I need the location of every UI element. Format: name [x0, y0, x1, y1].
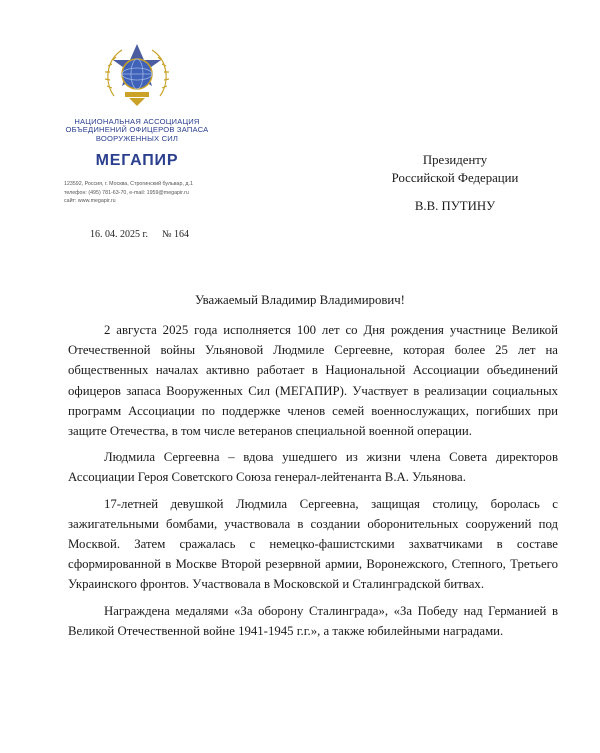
letterhead — [52, 38, 222, 205]
organization-name-line: ОБЪЕДИНЕНИЙ ОФИЦЕРОВ ЗАПАСА — [65, 125, 209, 135]
organization-name — [52, 118, 222, 143]
contact-details — [52, 180, 222, 205]
postal-address: 123592, Россия, г. Москва, Строгинский бульвар, д.1 — [64, 181, 193, 188]
letter-body — [68, 320, 558, 647]
addressee-title-line2: Российской Федерации — [391, 170, 519, 185]
addressee-name: В.В. ПУТИНУ — [414, 199, 496, 214]
salutation: Уважаемый Владимир Владимирович! — [195, 293, 405, 307]
phone-email: телефон: (495) 781-63-70, e-mail: 1959@megapir.ru — [64, 189, 189, 196]
brand-name: МЕГАПИР — [95, 152, 179, 170]
letter-date: 16. 04. 2025 г. — [90, 229, 148, 240]
body-paragraph: Людмила Сергеевна – вдова ушедшего из жизни члена Совета директоров Ассоциации Героя Советского Союза генерал-лейтенанта В.А. Ульянова. — [68, 450, 558, 485]
letter-number: № 164 — [161, 229, 190, 240]
addressee-block — [360, 152, 550, 216]
registration-line — [90, 229, 189, 240]
body-paragraph: 2 августа 2025 года исполняется 100 лет со Дня рождения участнице Великой Отечественной войны Ульяновой Людмиле Сергеевне, которая более 25 лет на общественных началах активно работает в Национальной Ассоциации объединений офицеров запаса Вооруженных Сил (МЕГАПИР). Участвует в реализации социальных программ Ассоциации по поддержке членов семей военнослужащих, погибших при защите Отечества, в том числе ветеранов специальной военной операции. — [68, 323, 558, 439]
body-paragraph: 17-летней девушкой Людмила Сергеевна, защищая столицу, боролась с зажигательными бомбами, участвовала в создании оборонительных сооружений под Москвой. Затем сражалась с немецко-фашистскими захватчиками в составе сформированной в Москве Второй резервной армии, Воронежского, Степного, Третьего Украинского фронтов. Участвовала в Московской и Сталинградской битвах. — [68, 496, 558, 592]
website: сайт: www.megapir.ru — [64, 197, 116, 204]
body-paragraph: Награждена медалями «За оборону Сталинграда», «За Победу над Германией в Великой Отечественной войне 1941-1945 г.г.», а также юбилейными наградами. — [68, 603, 558, 638]
organization-name-line: ВООРУЖЕННЫХ СИЛ — [95, 133, 179, 143]
organization-name-line: НАЦИОНАЛЬНАЯ АССОЦИАЦИЯ — [74, 117, 200, 126]
megapir-emblem-icon — [100, 38, 174, 112]
addressee-title: Президенту — [422, 153, 488, 167]
